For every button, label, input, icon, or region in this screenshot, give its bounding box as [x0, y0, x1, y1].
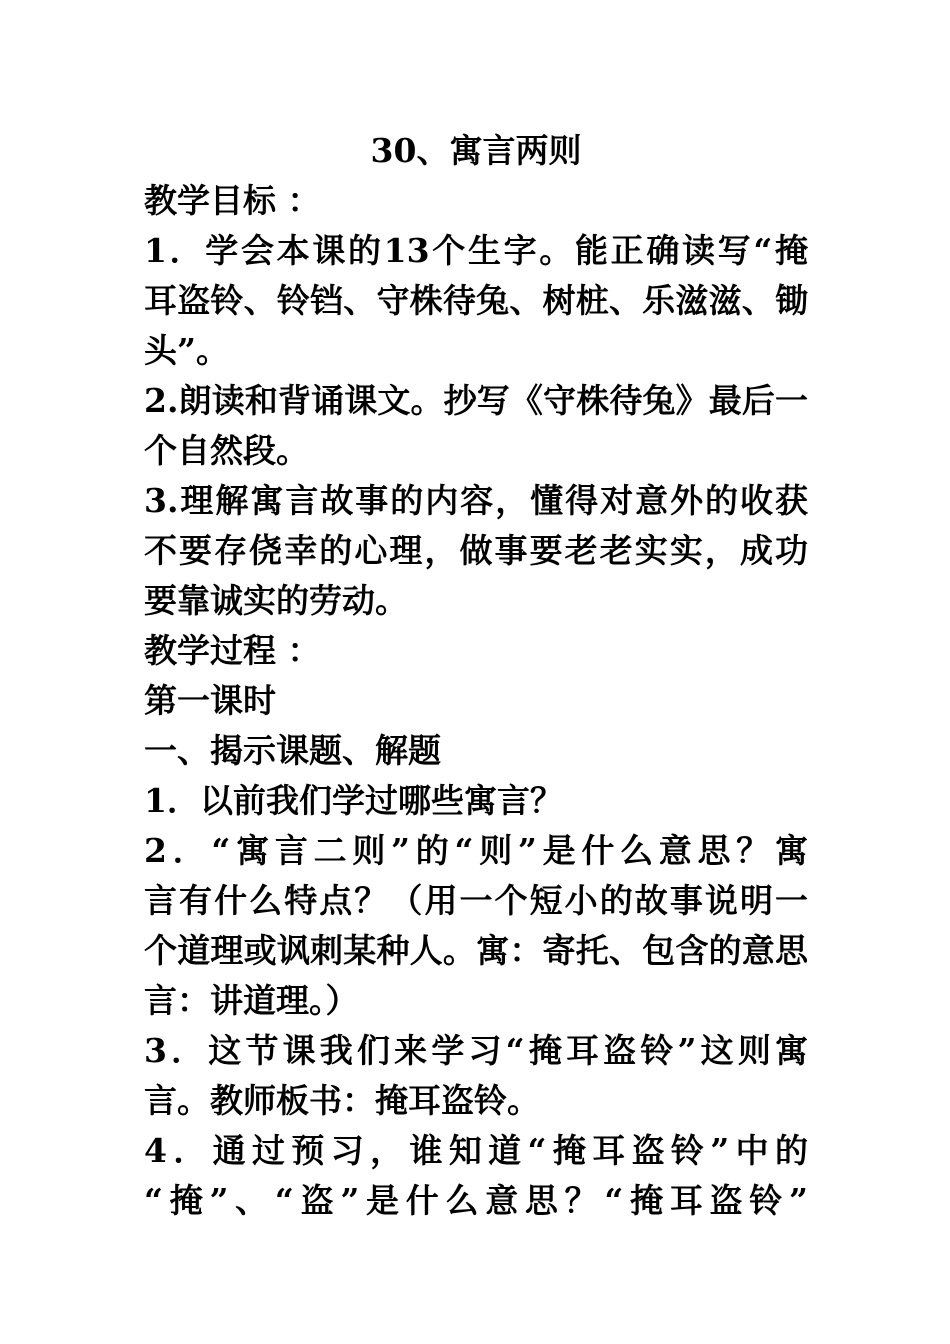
paragraph-line: 头”。 — [144, 331, 229, 370]
paragraph-line: 1．以前我们学过哪些寓言？ — [144, 781, 563, 820]
paragraph-line: 言。教师板书：掩耳盗铃。 — [144, 1081, 540, 1120]
section-heading-lesson: 第一课时 — [144, 681, 276, 720]
paragraph-line: 言：讲道理。） — [144, 981, 359, 1020]
paragraph-line: 要靠诚实的劳动。 — [144, 581, 408, 620]
document-page — [144, 126, 808, 1226]
paragraph-line: 个道理或讽刺某种人。寓：寄托、包含的意思 — [144, 931, 808, 970]
section-heading-step: 一、揭示课题、解题 — [144, 731, 441, 770]
paragraph-line: 1．学会本课的13个生字。能正确读写“掩 — [144, 231, 808, 270]
paragraph-line: 4．通过预习，谁知道“掩耳盗铃”中的 — [144, 1131, 808, 1170]
paragraph-line: 不要存侥幸的心理，做事要老老实实，成功 — [144, 531, 808, 570]
paragraph-line: 2．“寓言二则”的“则”是什么意思？寓 — [144, 831, 808, 870]
paragraph-line: 2.朗读和背诵课文。抄写《守株待兔》最后一 — [144, 381, 808, 420]
section-heading-process: 教学过程 ： — [144, 631, 321, 670]
section-heading-objectives: 教学目标 ： — [144, 181, 321, 220]
paragraph-line: 3．这节课我们来学习“掩耳盗铃”这则寓 — [144, 1031, 808, 1070]
paragraph-line: 耳盗铃、铃铛、守株待兔、树桩、乐滋滋、锄 — [144, 281, 808, 320]
paragraph-line: 个自然段。 — [144, 431, 309, 470]
paragraph-line: “掩”、“盗”是什么意思？“掩耳盗铃” — [144, 1181, 808, 1220]
document-title: 30、寓言两则 — [370, 131, 582, 170]
paragraph-line: 言有什么特点？（用一个短小的故事说明一 — [144, 881, 808, 920]
paragraph-line: 3.理解寓言故事的内容，懂得对意外的收获 — [144, 481, 808, 520]
